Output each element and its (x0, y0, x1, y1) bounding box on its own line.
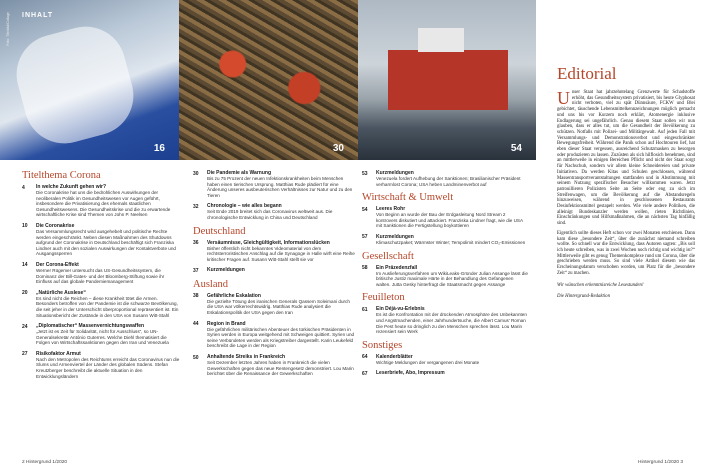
toc-entry-body (207, 293, 355, 316)
toc-entry-description: Das Versammlungsrecht wird ausgehebelt und politische Rechte werden eingeschränkt. Neben diesen Maßnahmen des Shutdowns aufgrund der Coronakrise in Deutschland beschäftigt sich Franziska Lindner auch mit den sozialen Auswirkungen der Kontaktverbote und Ausgangssperren (36, 228, 176, 257)
toc-entry-title: Die Pandemie als Warnung (207, 170, 271, 176)
toc-entries (193, 170, 355, 221)
toc-entries (193, 240, 355, 274)
page-number: 57 (362, 234, 368, 241)
section-title-deutschland: Deutschland (193, 225, 246, 237)
toc-column-1 (22, 170, 180, 384)
toc-entry-description: Werner Rügemer untersucht das US-Gesundheitssystem, die Dominanz der Bill-Gates- und der Bloomberg-Stiftung sowie ihr Einfluss auf das globale Pandemiemanagement (36, 267, 165, 285)
toc-entry-body (36, 262, 180, 285)
toc-entry-body (36, 351, 180, 379)
toc-entry[interactable] (22, 323, 180, 346)
section-title-feuilleton: Feuilleton (362, 292, 405, 304)
photo-protective-gear (0, 0, 179, 160)
toc-entry[interactable] (193, 203, 355, 220)
toc-entry-title: Kurzmeldungen (376, 233, 414, 240)
toc-entry-body (376, 170, 528, 187)
toc-entry-title: Risikofaktor Armut (36, 350, 81, 357)
page-number: 44 (193, 321, 199, 328)
section-title-gesellschaft: Gesellschaft (362, 250, 414, 262)
toc-entry-body (376, 265, 528, 288)
toc-entries (193, 293, 355, 377)
toc-entry-description: Nach den Metropolen des Reichtums erreicht das Coronavirus nun die Slums und Armenviertel der Länder des globalen Südens. Stefan Kreutzberger beschreibt die aktuelle Situation in den Entwicklungsländern (36, 356, 180, 379)
section-title-ausland: Ausland (193, 278, 228, 290)
toc-entry-body (36, 290, 180, 318)
toc-entry-description: Von Beginn an wurde der Bau der Erdgasleitung Nord Stream 2 kontrovers diskutiert und attackiert. Franziska Lindner fragt, wie die USA mit Sanktionen die Fertigstellung boykottieren (376, 212, 523, 229)
section-title-text: Titelthema (22, 170, 68, 181)
footer-right: Hintergrund 1/2020 3 (638, 460, 684, 465)
toc-entry[interactable] (193, 267, 355, 274)
toc-entry-body (36, 323, 180, 346)
editorial-paragraph-2: Eigentlich sollte dieses Heft schon vor zwei Monaten erschienen. Dann kam diese „besondere Zeit“, über die zunächst niemand schreiben wollte. So schnell war die Entwicklung, dass Autoren sagten: „Bis soll ich heute schreiben, was in zwei Wochen noch richtig und wichtig ist?“ Mittlerweile gibt es genug Themenkomplexe rund um Corona, über die geschrieben werden muss. So sind viele Artikel diesem wie das Erscheinungsdatum verschoben worden, um Platz für die „besondere Zeit“ zu machen. (557, 230, 695, 276)
toc-entry-body (207, 267, 355, 274)
toc-entry[interactable] (22, 351, 180, 379)
toc-entry-title: Leeres Rohr (376, 206, 406, 213)
toc-entry-title: Kurzmeldungen (207, 267, 245, 274)
toc-column-2 (193, 170, 355, 382)
page-number: 32 (193, 203, 199, 210)
toc-entry-title: Kalenderblätter (376, 353, 413, 360)
bag-shape (8, 18, 143, 153)
toc-entry-title: Region in Brand (207, 320, 246, 327)
toc-entry-description: Die gefährlichen militärischen Abenteuer des türkischen Präsidenten in Syrien werden in Europa weitgehend mit Schweigen quittiert. Syrien und seine Verbündeten werden als Kriegstreiber dargestellt. Karin Leukefeld beschreibt die Lage in der Region (207, 326, 355, 349)
toc-entry-title: Anhaltende Streiks in Frankreich (207, 354, 286, 360)
toc-entry[interactable] (362, 206, 528, 229)
photo-page-num-2: 30 (332, 143, 344, 154)
toc-entry-title: In welche Zukunft gehen wir? (36, 184, 107, 190)
page-number: 30 (193, 170, 199, 177)
photo-strip (0, 0, 536, 160)
toc-entry-title: Ein Déjà-vu-Erlebnis (376, 306, 425, 313)
toc-entry-description: Bisher öffentlich nicht bekanntes Videomaterial von dem rechtsterroristischen Anschlag auf die Synagoge in Halle wirft eine Reihe kritischer Fragen auf. Susann Witt-Stahl stellt sie vor (207, 245, 355, 262)
section-title-accent: Corona (69, 170, 101, 181)
editorial-title: Editorial (557, 64, 617, 83)
toc-entry[interactable] (193, 170, 355, 198)
toc-entry[interactable] (362, 170, 528, 187)
toc-entry[interactable] (22, 262, 180, 285)
toc-entries (362, 265, 528, 288)
toc-entry[interactable] (193, 321, 355, 349)
toc-entry-body (376, 306, 528, 334)
toc-entry-body (207, 203, 355, 220)
toc-entry-body (376, 370, 528, 377)
toc-entry[interactable] (362, 265, 528, 288)
toc-entry-body (207, 240, 355, 263)
toc-entry[interactable] (193, 293, 355, 316)
toc-entry-description: Venezuela fordert Aufhebung der Sanktionen; Brasilianischer Präsident verharmlost Corona; USA heben Landminenverbot auf (376, 176, 521, 187)
toc-entry-description: Die gezielte Tötung des iranischen Generals Qassem Soleimani durch die USA war völkerrechtswidrig. Matthias Rude analysiert die Eskalationspolitik der USA gegen den Iran (207, 298, 350, 316)
editorial-closing: Wir wünschen erkenntnisreiche Lesestunden! (557, 282, 644, 288)
toc-column-3 (362, 170, 528, 382)
page-number: 14 (22, 262, 28, 269)
page-number: 61 (362, 306, 368, 313)
toc-entry-body (376, 354, 528, 366)
toc-entry-title: Gefährliche Eskalation (207, 292, 261, 299)
photo-page-num-1: 16 (153, 143, 165, 154)
section-title-wirtschaft: Wirtschaft & Umwelt (362, 192, 454, 204)
page-number: 4 (22, 184, 25, 191)
toc-entries (362, 206, 528, 245)
editorial-signature: Die Hintergrund-Redaktion (557, 294, 610, 300)
toc-entry-title: Chronologie – wie alles begann (207, 203, 282, 210)
toc-entry-title: „Diplomatischer“ Massenvernichtungswaffen (36, 323, 145, 330)
page-number: 36 (193, 240, 199, 247)
toc-entry-description: „Jetzt ist es Zeit für Solidarität, nicht für Ausschluss“, so UN-Generalsekretär António Guterres. Welche Diehl thematisiert die Folgen von Wirtschaftssanktionen gegen den Iran und Venezuela (36, 329, 169, 346)
toc-entry-description: Seit Ende 2019 breitet sich das Coronavirus weltweit aus. Die chronologische Entwicklung in China und Deutschland (207, 209, 333, 220)
toc-entries (362, 170, 528, 187)
page-number: 20 (22, 290, 28, 297)
toc-entry[interactable] (362, 354, 528, 366)
toc-entry[interactable] (193, 354, 355, 377)
page-number: 24 (22, 323, 28, 330)
ship-hull (388, 50, 508, 110)
toc-entries (362, 306, 528, 334)
editorial (557, 64, 695, 304)
toc-entry-title: Ein Präzedenzfall (376, 264, 418, 271)
toc-entry[interactable] (362, 306, 528, 334)
page-number: 53 (362, 170, 368, 177)
editorial-text-1: nser Staat hat jahrzehntelang Grenzwerte für Schadstoffe erhöht, das Gesundheitssystem privatisiert, bis heute Glyphosat nicht verboten, viel zu spät Dünnsäure, FCKW und Blei gebichtet, täuschende Lebensmittelkennzeichnungen möglich gemacht und uns bis vor Kurzem noch erklärt, Atomenergie inklusive Endlagerung sei ungefährlich. Genau diesem Staat sollen wir nun glauben, dass er alles tut, um die Gesundheit der Bevölkerung zu schützen. Notfalls mit Polizei- und Militärgewalt. Auf jeden Fall mit Versammlungs- und Demonstrationsverbot und eingeschränkter Bewegungsfreiheit. Während die Panik schon auf Hochtouren lief, hat eben dieser Staat vergessen, ausreichend Schutzmasken zu besorgen oder produzieren zu lassen. Zuzüsten als sich hilflosich benehmen, sind an mittlerweile in einigen Bereichen Pflicht und nicht der Staat sorgt für Nachschub, sondern wir allem kleine Schneidereien und private Initiativen. Da werden Kitas und Schulen geschlossen, während Massentransportverantstaltungen stattfanden und in Abstimmung mit seinem Nutzung spezifischer Besucher willkommen waren. Jetzt patrouillieren Polizisten Seite an Seite oder eng zu sich im Streifenwagen, um die Bevölkerung auf die Abstandsregeln hinzuweisen, während in geschlossenen Restaurants Desinfektionsmittel gestapelt werden. Wie viele andere Politiken, die alleinigt Bundeskanzler werden wollen, rieten Richtlinien, Einschränkungen und Hilfsmaßnahmen, die an nächsten Tag hinfällig sind. (557, 90, 695, 227)
page-number: 50 (193, 354, 199, 361)
toc-entry-body (36, 184, 180, 218)
toc-entry-body (207, 321, 355, 349)
photo-pipeline-ship (358, 0, 536, 160)
toc-entry-title: „Natürliche Auslese“ (36, 289, 86, 296)
toc-entry-description: Klimaschutzpaket; Wärmster Winter; Tempolimit mindert CO₂-Emissionen (376, 239, 526, 245)
toc-entry-description: Es sind nicht die Reichen – diese Krankheit tötet die Armen. Besonders betroffen von der Pandemie ist die schwarze Bevölkerung, die seit jeher in der Unterschicht überproportional repräsentiert ist. Ein Situationsbericht der Zustände in den USA von Susann Witt-Stahl (36, 295, 179, 318)
toc-entry-description: Im Auslieferungsverfahren um WikiLeaks-Gründer Julian Assange lässt die britische Justiz maximale Härte in der Behandlung des Gefangenen walten. Jutta Gesky hinterfragt die Staatsmacht gegen Assange (376, 270, 528, 287)
toc-entry-title: Die Coronakrise (36, 222, 75, 229)
toc-entry[interactable] (362, 370, 528, 377)
toc-entry-description: Die Coronakrise hat uns die bedrohlichen Auswirkungen der neoliberalen Politik im Gesundheitswesen vor Augen geführt, insbesondere die Privatisierung des ehemals staatlichen Gesundheitswesens. Die Gesundheitskrise und die zu erwartende wirtschaftliche Krise sind Themen von John P. Neelsen (36, 190, 171, 218)
toc-entry-title: Versäumnisse, Gleichgültigkeit, Informationslücken (207, 239, 330, 246)
toc-entry-title: Leserbriefe, Abo, Impressum (376, 370, 445, 377)
page-number: 38 (193, 293, 199, 300)
photo-credit: Foto: Titelbild/Collage (6, 12, 10, 46)
section-title-titelthema (22, 170, 180, 181)
toc-entry[interactable] (362, 234, 528, 246)
toc-entry-title: Der Corona-Effekt (36, 261, 79, 268)
toc-entry-description: Seit Dezember letzten Jahres haben in Frankreich die vielen Gewerkschaften gegen das neue Rentengesetz demonstriert. Lou Marin berichtet über die Renaissance der Gewerkschaften (207, 360, 354, 377)
section-title-sonstiges: Sonstiges (362, 339, 403, 351)
page-number: 54 (362, 206, 368, 213)
toc-entries (22, 184, 180, 379)
page-number: 10 (22, 223, 28, 230)
page-number: 58 (362, 265, 368, 272)
footer-left: 2 Hintergrund 1/2020 (22, 460, 68, 465)
toc-entry-body (36, 223, 180, 257)
toc-entry-description: Wichtige Meldungen der vergangenen drei Monate (376, 359, 480, 365)
toc-entries (362, 354, 528, 377)
toc-entry-description: Es ist die Konfrontation mit der drückenden Atmosphäre des Unbekannten und Angstmachenden, einer Jahrhundertsuche, die Albert Camus' Roman Die Pest heute so dringlich zu den Menschen sprechen lässt. Lou Marin rezensiert sein Werk (376, 312, 527, 335)
toc-entry[interactable] (193, 240, 355, 263)
toc-entry-title: Kurzmeldungen (376, 170, 414, 176)
toc-entry[interactable] (22, 184, 180, 218)
toc-entry-body (207, 354, 355, 377)
page-number: 37 (193, 267, 199, 274)
toc-entry-body (207, 170, 355, 198)
toc-entry-body (376, 206, 528, 229)
photo-animals (179, 0, 358, 160)
toc-entry[interactable] (22, 290, 180, 318)
photo-page-num-3: 54 (510, 143, 522, 154)
drop-cap: U (557, 88, 570, 108)
ship-bridge (418, 28, 464, 52)
page-number: 64 (362, 354, 368, 361)
toc-entry-description: Bis zu 75 Prozent der neuen Infektionskrankheiten beim Menschen haben einen tierischen Ursprung. Matthias Rude plädiert für eine Änderung unseres ausbeuterischen Verhältnisses zur Natur und zu den Tieren (207, 176, 353, 198)
page-number: 67 (362, 370, 368, 377)
page-number: 27 (22, 351, 28, 358)
toc-entry[interactable] (22, 223, 180, 257)
editorial-paragraph-1 (557, 90, 695, 227)
inhalt-label: INHALT (22, 12, 54, 19)
toc-entry-body (376, 234, 528, 246)
